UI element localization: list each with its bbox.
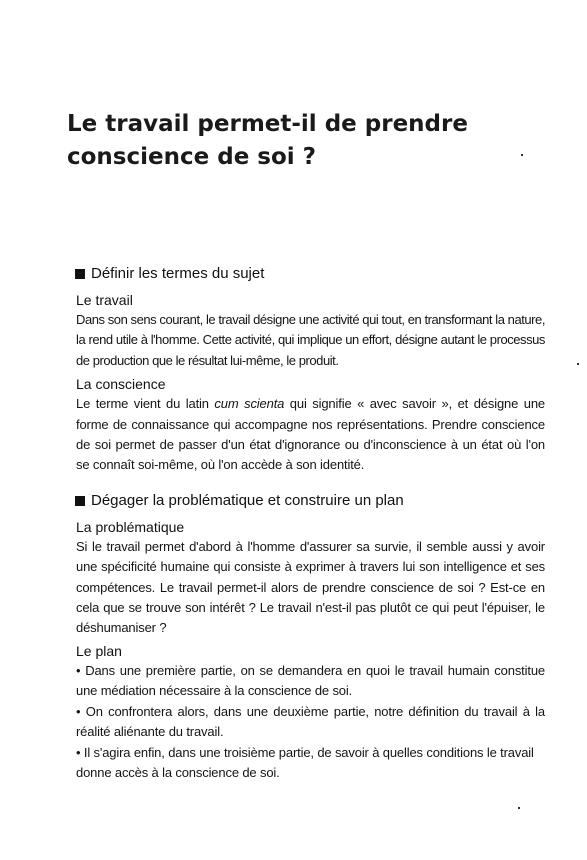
page-title: Le travail permet-il de prendre conscience de soi ? bbox=[67, 111, 468, 170]
section-heading-problematique-plan bbox=[75, 491, 545, 511]
content-body bbox=[76, 264, 545, 783]
latin-term: cum scienta bbox=[214, 396, 285, 412]
plan-item-1: • Dans une première partie, on se demandera en quoi le travail humain constitue une médiation nécessaire à la conscience de soi. bbox=[76, 662, 545, 699]
plan-item-2: • On confrontera alors, dans une deuxième partie, notre définition du travail à la réalité aliénante du travail. bbox=[76, 703, 545, 740]
section-heading-definir bbox=[75, 264, 545, 284]
square-bullet-icon bbox=[75, 496, 85, 506]
scan-speck bbox=[521, 154, 523, 156]
scan-speck bbox=[518, 807, 520, 809]
subheading-conscience: La conscience bbox=[76, 376, 166, 393]
text-segment: Le terme vient du latin bbox=[76, 396, 215, 412]
plan-item-3: • Il s'agira enfin, dans une troisième partie, de savoir à quelles conditions le travail donne accès à la conscience de soi. bbox=[76, 744, 534, 780]
paragraph-travail: Dans son sens courant, le travail désigne une activité qui tout, en transformant la nature, la rend utile à l'homme. Cette activité, qui implique un effort, désigne autant le processus de production que le résultat lui-même, le produit. bbox=[76, 312, 545, 368]
square-bullet-icon bbox=[75, 269, 85, 279]
section-heading-label: Définir les termes du sujet bbox=[91, 265, 265, 282]
section-heading-label: Dégager la problématique et construire un plan bbox=[91, 491, 404, 509]
paragraph-conscience bbox=[76, 394, 545, 476]
text-segment: qui signifie « avec savoir », et désigne une forme de connaissance qui accompagne nos représentations. Prendre conscience de soi permet de passer d'un état d'ignorance ou d'inconscience à un état où l'on se connaît soi-même, où l'on accède à son identité. bbox=[76, 396, 545, 473]
subheading-plan: Le plan bbox=[76, 642, 122, 659]
subheading-problematique: La problématique bbox=[76, 518, 185, 535]
scan-speck bbox=[577, 363, 579, 365]
paragraph-problematique: Si le travail permet d'abord à l'homme d'assurer sa survie, il semble aussi y avoir une spécificité humaine qui consiste à exprimer à travers lui son intelligence et ses compétences. Le travail permet-il alors de prendre conscience de soi ? Est-ce en cela que se trouve son intérêt ? Le travail n'est-il pas plutôt ce qui peut l'épuiser, le déshumaniser ? bbox=[76, 538, 545, 636]
subheading-travail: Le travail bbox=[76, 292, 133, 308]
